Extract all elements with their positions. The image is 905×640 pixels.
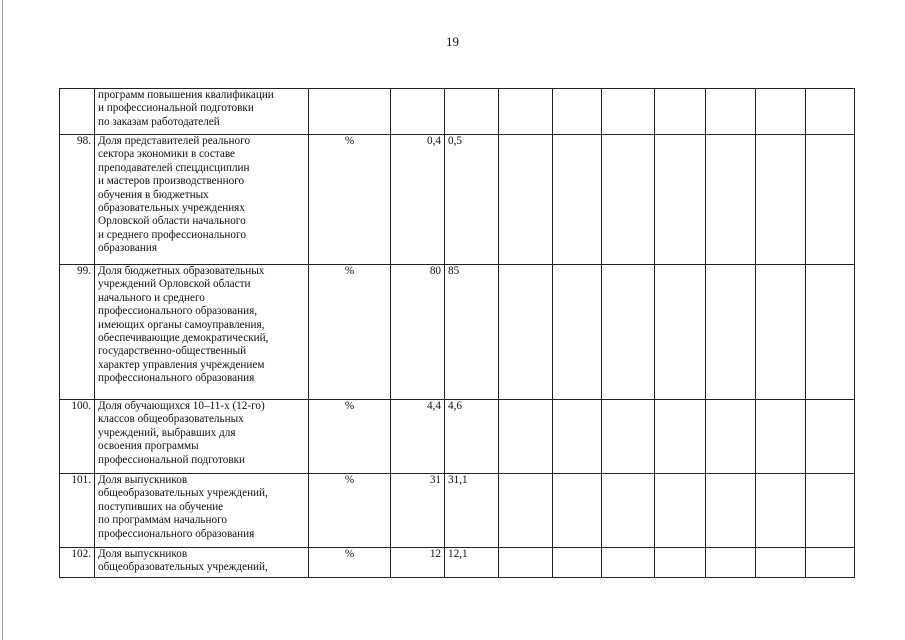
empty-cell (756, 474, 806, 548)
row-number-cell: 100. (60, 400, 95, 474)
table-row (60, 474, 855, 548)
indicator-name-cell (95, 548, 309, 578)
empty-cell (806, 474, 855, 548)
indicator-name-line: обеспечивающие демократический, (98, 332, 269, 345)
empty-cell (499, 89, 553, 135)
value-cell: 12 (391, 548, 445, 578)
unit-cell: % (309, 135, 391, 265)
empty-cell (553, 135, 602, 265)
empty-cell (706, 474, 756, 548)
empty-cell (602, 89, 655, 135)
empty-cell (602, 135, 655, 265)
empty-cell (756, 89, 806, 135)
indicator-name-line: и профессиональной подготовки (98, 102, 254, 115)
indicator-name-line: программ повышения квалификации (98, 89, 274, 101)
indicator-name-line: Доля бюджетных образовательных (98, 265, 265, 277)
page-number: 19 (446, 34, 459, 49)
table-row (60, 89, 855, 135)
value-cell (445, 89, 499, 135)
table-row (60, 265, 855, 400)
table-row (60, 548, 855, 578)
empty-cell (806, 89, 855, 135)
indicator-name-line: Доля обучающихся 10–11-х (12-го) (98, 400, 265, 412)
indicator-name-cell (95, 135, 309, 265)
indicator-name-line: сектора экономики в составе (98, 148, 236, 161)
indicator-name-line: и среднего профессионального (98, 228, 246, 241)
indicator-name-line: начального и среднего (98, 291, 205, 304)
empty-cell (655, 474, 706, 548)
row-number-cell: 99. (60, 265, 95, 400)
indicator-name-line: учреждений Орловской области (98, 278, 251, 291)
empty-cell (806, 135, 855, 265)
empty-cell (806, 400, 855, 474)
row-number-cell: 101. (60, 474, 95, 548)
empty-cell (756, 265, 806, 400)
empty-cell (706, 400, 756, 474)
indicator-name-line: учреждений, выбравших для (98, 426, 236, 439)
unit-cell (309, 89, 391, 135)
indicator-name-line: образовательных учреждениях (98, 202, 245, 215)
empty-cell (602, 548, 655, 578)
value-cell: 31,1 (445, 474, 499, 548)
empty-cell (499, 265, 553, 400)
table-body (60, 89, 855, 578)
indicator-name-line: Доля представителей реального (98, 135, 251, 147)
empty-cell (756, 135, 806, 265)
value-cell (391, 89, 445, 135)
unit-cell: % (309, 474, 391, 548)
value-cell: 12,1 (445, 548, 499, 578)
empty-cell (655, 400, 706, 474)
empty-cell (553, 89, 602, 135)
empty-cell (553, 265, 602, 400)
empty-cell (655, 135, 706, 265)
indicator-name-line: характер управления учреждением (98, 358, 265, 371)
indicator-name-line: Доля выпускников (98, 474, 188, 486)
indicator-name-line: профессионального образования (98, 372, 255, 385)
empty-cell (499, 135, 553, 265)
indicator-name-line: классов общеобразовательных (98, 413, 244, 426)
table-row (60, 135, 855, 265)
table-row (60, 400, 855, 474)
empty-cell (499, 474, 553, 548)
indicator-name-line: поступивших на обучение (98, 500, 224, 513)
empty-cell (553, 400, 602, 474)
indicator-name-cell (95, 400, 309, 474)
value-cell: 80 (391, 265, 445, 400)
unit-cell: % (309, 265, 391, 400)
empty-cell (655, 89, 706, 135)
empty-cell (553, 474, 602, 548)
empty-cell (499, 400, 553, 474)
empty-cell (756, 548, 806, 578)
indicator-name-line: общеобразовательных учреждений, (98, 487, 268, 500)
empty-cell (806, 548, 855, 578)
empty-cell (806, 265, 855, 400)
value-cell: 0,5 (445, 135, 499, 265)
empty-cell (602, 265, 655, 400)
row-number-cell: 98. (60, 135, 95, 265)
value-cell: 0,4 (391, 135, 445, 265)
indicator-name-cell (95, 89, 309, 135)
indicator-name-line: Орловской области начального (98, 215, 246, 228)
indicator-name-line: освоения программы (98, 440, 199, 453)
empty-cell (655, 548, 706, 578)
empty-cell (499, 548, 553, 578)
indicator-name-line: и мастеров производственного (98, 175, 245, 188)
indicator-name-cell (95, 474, 309, 548)
row-number-cell (60, 89, 95, 135)
indicator-name-line: профессионального образования (98, 527, 255, 540)
empty-cell (655, 265, 706, 400)
indicator-name-cell (95, 265, 309, 400)
row-number-cell: 102. (60, 548, 95, 578)
value-cell: 85 (445, 265, 499, 400)
indicator-name-line: обучения в бюджетных (98, 188, 209, 201)
value-cell: 4,6 (445, 400, 499, 474)
indicator-name-line: образования (98, 242, 158, 255)
indicator-name-line: преподавателей спецдисциплин (98, 161, 250, 174)
indicator-name-line: государственно-общественный (98, 345, 247, 358)
empty-cell (756, 400, 806, 474)
unit-cell: % (309, 400, 391, 474)
empty-cell (602, 400, 655, 474)
value-cell: 31 (391, 474, 445, 548)
empty-cell (706, 89, 756, 135)
empty-cell (553, 548, 602, 578)
indicator-name-line: по заказам работодателей (98, 115, 220, 128)
empty-cell (706, 135, 756, 265)
empty-cell (602, 474, 655, 548)
empty-cell (706, 265, 756, 400)
scan-edge-line (2, 0, 3, 640)
indicator-name-line: общеобразовательных учреждений, (98, 561, 268, 574)
empty-cell (706, 548, 756, 578)
unit-cell: % (309, 548, 391, 578)
indicator-name-line: имеющих органы самоуправления, (98, 318, 265, 331)
value-cell: 4,4 (391, 400, 445, 474)
indicator-name-line: по программам начального (98, 514, 227, 527)
indicator-name-line: профессионального образования, (98, 305, 258, 318)
indicators-table (59, 88, 855, 578)
indicator-name-line: профессиональной подготовки (98, 453, 246, 466)
indicator-name-line: Доля выпускников (98, 548, 188, 560)
